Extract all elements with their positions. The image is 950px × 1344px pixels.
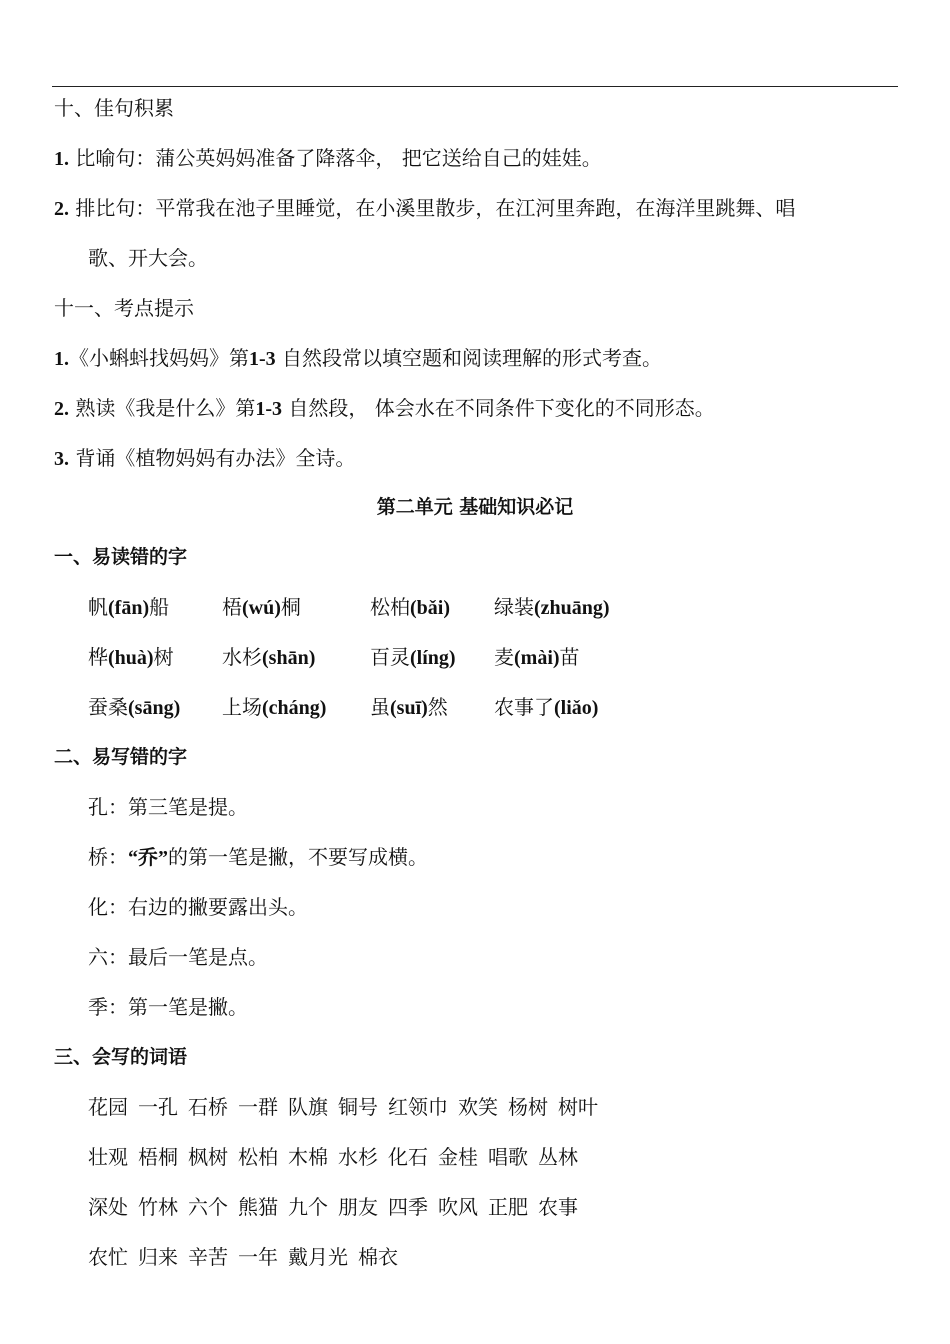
sec11-item-3: [54, 444, 355, 473]
word: 辛苦: [188, 1245, 228, 1269]
word: 四季: [388, 1195, 428, 1219]
item-text-pre: 《小蝌蚪找妈妈》第: [69, 346, 249, 370]
pinyin-word: 帆(fān)船: [88, 595, 170, 619]
section-10-title: 十、佳句积累: [54, 96, 174, 120]
word: 花园: [88, 1095, 128, 1119]
word: 归来: [138, 1245, 178, 1269]
item-number: 2.: [54, 398, 69, 420]
pinyin-word: 桦(huà)树: [88, 645, 174, 669]
item-text: 比喻句：蒲公英妈妈准备了降落伞， 把它送给自己的娃娃。: [75, 146, 602, 170]
sec11-item-1: [54, 344, 662, 373]
word: 唱歌: [488, 1145, 528, 1169]
pinyin-word: 虽(suī)然: [370, 695, 448, 719]
word: 化石: [388, 1145, 428, 1169]
item-text-pre: 熟读《我是什么》第: [75, 396, 256, 420]
unit-2-title: 第二单元 基础知识必记: [376, 496, 574, 518]
item-text: 排比句：平常我在池子里睡觉，在小溪里散步，在江河里奔跑，在海洋里跳舞、唱: [75, 196, 796, 220]
sec10-item-2-cont: 歌、开大会。: [88, 246, 208, 270]
word-row: [88, 1143, 588, 1171]
word: 一孔: [138, 1095, 178, 1119]
pinyin-word: 百灵(líng): [370, 645, 456, 669]
pinyin-word: 上场(cháng): [222, 695, 327, 719]
word: 枫树: [188, 1145, 228, 1169]
item-number: 2.: [54, 198, 69, 220]
word: 松柏: [238, 1145, 278, 1169]
pinyin-word: 水杉(shān): [222, 645, 316, 669]
word: 木棉: [288, 1145, 328, 1169]
pinyin-word: 梧(wú)桐: [222, 595, 301, 619]
word: 朋友: [338, 1195, 378, 1219]
word: 红领巾: [388, 1095, 448, 1119]
word: 杨树: [508, 1095, 548, 1119]
word: 戴月光: [288, 1245, 348, 1269]
note-item: 桥：“乔”的第一笔是撇，不要写成横。: [88, 845, 428, 869]
pinyin-word: 松柏(bǎi): [370, 595, 450, 619]
item-text: 背诵《植物妈妈有办法》全诗。: [75, 446, 356, 470]
word: 欢笑: [458, 1095, 498, 1119]
note-item: 六：最后一笔是点。: [88, 945, 268, 969]
word: 熊猫: [238, 1195, 278, 1219]
word: 竹林: [138, 1195, 178, 1219]
word: 水杉: [338, 1145, 378, 1169]
word: 一群: [238, 1095, 278, 1119]
word: 正肥: [488, 1195, 528, 1219]
note-item: 化：右边的撇要露出头。: [88, 895, 308, 919]
word: 梧桐: [138, 1145, 178, 1169]
section-11-title: 十一、考点提示: [54, 296, 194, 320]
word: 九个: [288, 1195, 328, 1219]
word: 丛林: [538, 1145, 578, 1169]
note-item: 孔：第三笔是提。: [88, 795, 248, 819]
word: 六个: [188, 1195, 228, 1219]
unit2-section-3-title: 三、会写的词语: [54, 1046, 188, 1068]
pinyin-word: 绿装(zhuāng): [494, 595, 610, 619]
item-number: 1.: [54, 348, 69, 370]
pinyin-word: 农事了(liǎo): [494, 695, 599, 719]
word-row: [88, 1193, 588, 1221]
item-number: 3.: [54, 448, 69, 470]
word: 农忙: [88, 1245, 128, 1269]
word: 一年: [238, 1245, 278, 1269]
word: 农事: [538, 1195, 578, 1219]
word: 树叶: [558, 1095, 598, 1119]
unit2-section-2-title: 二、易写错的字: [54, 746, 188, 768]
word: 深处: [88, 1195, 128, 1219]
item-text-bold: 1-3: [255, 398, 283, 420]
word-row: [88, 1093, 608, 1121]
word-row: [88, 1243, 408, 1271]
unit2-section-1-title: 一、易读错的字: [54, 546, 188, 568]
item-text-post: 自然段， 体会水在不同条件下变化的不同形态。: [282, 396, 715, 420]
word: 金桂: [438, 1145, 478, 1169]
item-text-bold: 1-3: [249, 348, 276, 370]
pinyin-word: 麦(mài)苗: [494, 645, 580, 669]
sec10-item-1: [54, 144, 602, 173]
item-text-post: 自然段常以填空题和阅读理解的形式考查。: [275, 346, 663, 370]
word: 吹风: [438, 1195, 478, 1219]
word: 铜号: [338, 1095, 378, 1119]
word: 壮观: [88, 1145, 128, 1169]
word: 石桥: [188, 1095, 228, 1119]
word: 棉衣: [358, 1245, 398, 1269]
sec11-item-2: [54, 394, 715, 423]
item-number: 1.: [54, 148, 69, 170]
note-item: 季：第一笔是撇。: [88, 995, 248, 1019]
sec10-item-2: [54, 194, 795, 223]
word: 队旗: [288, 1095, 328, 1119]
pinyin-word: 蚕桑(sāng): [88, 695, 181, 719]
top-rule: [52, 86, 898, 87]
